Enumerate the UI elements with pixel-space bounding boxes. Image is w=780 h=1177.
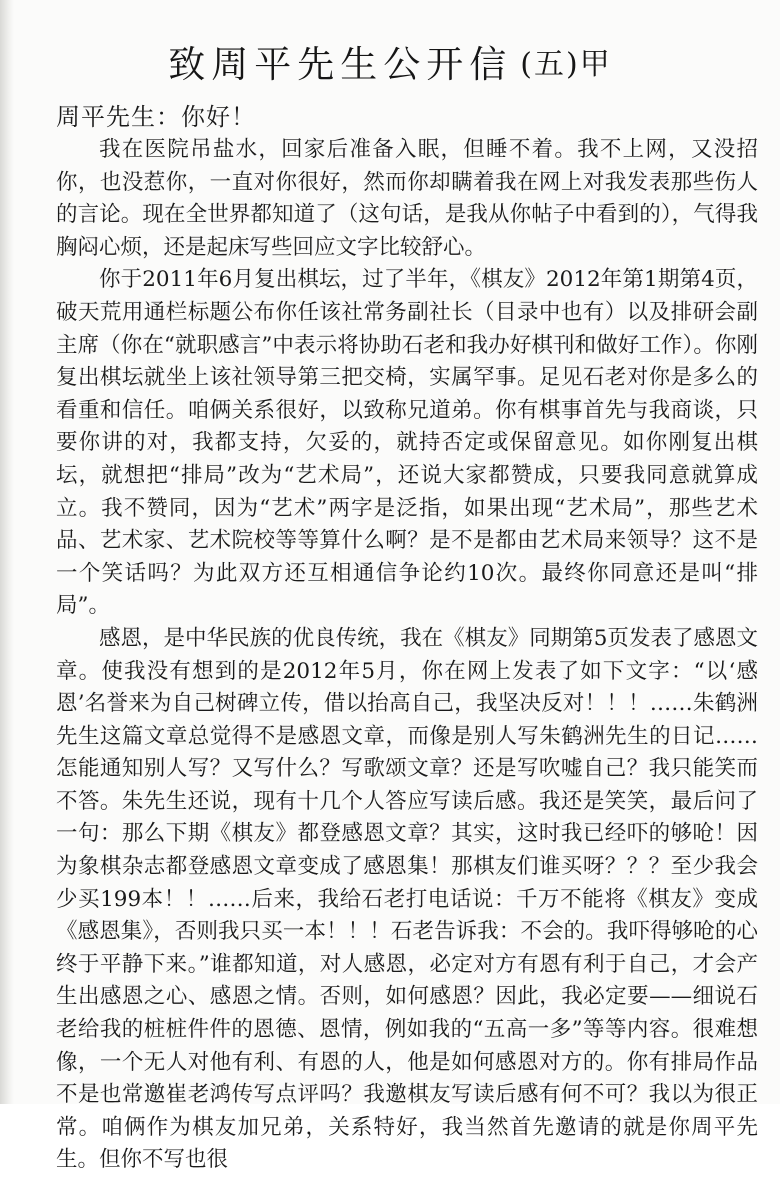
- paragraph-1: 我在医院吊盐水，回家后准备入眠，但睡不着。我不上网，又没招你，也没惹你，一直对你很好，然而你却瞒着我在网上对我发表那些伤人的言论。现在全世界都知道了（这句话，是我从你帖子中看到的），气得我胸闷心烦，还是起床写些回应文字比较舒心。: [56, 137, 758, 260]
- title-row: [0, 34, 780, 98]
- paragraph-3: 感恩，是中华民族的优良传统，我在《棋友》同期第5页发表了感恩文章。使我没有想到的是2012年5月，你在网上发表了如下文字：“以‘感恩’名誉来为自己树碑立传，借以抬高自己，我坚决反对！！！……朱鹤洲先生这篇文章总觉得不是感恩文章，而像是别人写朱鹤洲先生的日记……怎能通知别人写？又写什么？写歌颂文章？还是写吹嘘自己？我只能笑而不答。朱先生还说，现有十几个人答应写读后感。我还是笑笑，最后问了一句：那么下期《棋友》都登感恩文章？其实，这时我已经吓的够呛！因为象棋杂志都登感恩文章变成了感恩集！那棋友们谁买呀？？？至少我会少买199本！！……后来，我给石老打电话说：千万不能将《棋友》变成《感恩集》，否则我只买一本！！！石老告诉我：不会的。我吓得够呛的心终于平静下来。”谁都知道，对人感恩，必定对方有恩有利于自己，才会产生出感恩之心、感恩之情。否则，如何感恩？因此，我必定要——细说石老给我的桩桩件件的恩德、恩情，例如我的“五高一多”等等内容。很难想像，一个无人对他有利、有恩的人，他是如何感恩对方的。你有排局作品不是也常邀崔老鸿传写点评吗？我邀棋友写读后感有何不可？我以为很正常。咱俩作为棋友加兄弟，关系特好，我当然首先邀请的就是你周平先生。但你不写也很: [56, 625, 758, 1173]
- paragraph-2: 你于2011年6月复出棋坛，过了半年，《棋友》2012年第1期第4页，破天荒用通栏标题公布你任该社常务副社长（目录中也有）以及排研会副主席（你在“就职感言”中表示将协助石老和我办好棋刊和做好工作）。你刚复出棋坛就坐上该社领导第三把交椅，实属罕事。足见石老对你是多么的看重和信任。咱俩关系很好，以致称兄道弟。你有棋事首先与我商谈，只要你讲的对，我都支持，欠妥的，就持否定或保留意见。如你刚复出棋坛，就想把“排局”改为“艺术局”，还说大家都赞成，只要我同意就算成立。我不赞同，因为“艺术”两字是泛指，如果出现“艺术局”，那些艺术品、艺术家、艺术院校等等算什么啊？是不是都由艺术局来领导？这不是一个笑话吗？为此双方还互相通信争论约10次。最终你同意还是叫“排局”。: [56, 267, 758, 619]
- scan-shadow-edge: [0, 0, 14, 1104]
- letter-number-note: (五)甲: [520, 47, 612, 82]
- letter-title: 致周平先生公开信: [168, 43, 513, 86]
- letter-body: [56, 100, 758, 1177]
- salutation: 周平先生：你好！: [56, 103, 256, 131]
